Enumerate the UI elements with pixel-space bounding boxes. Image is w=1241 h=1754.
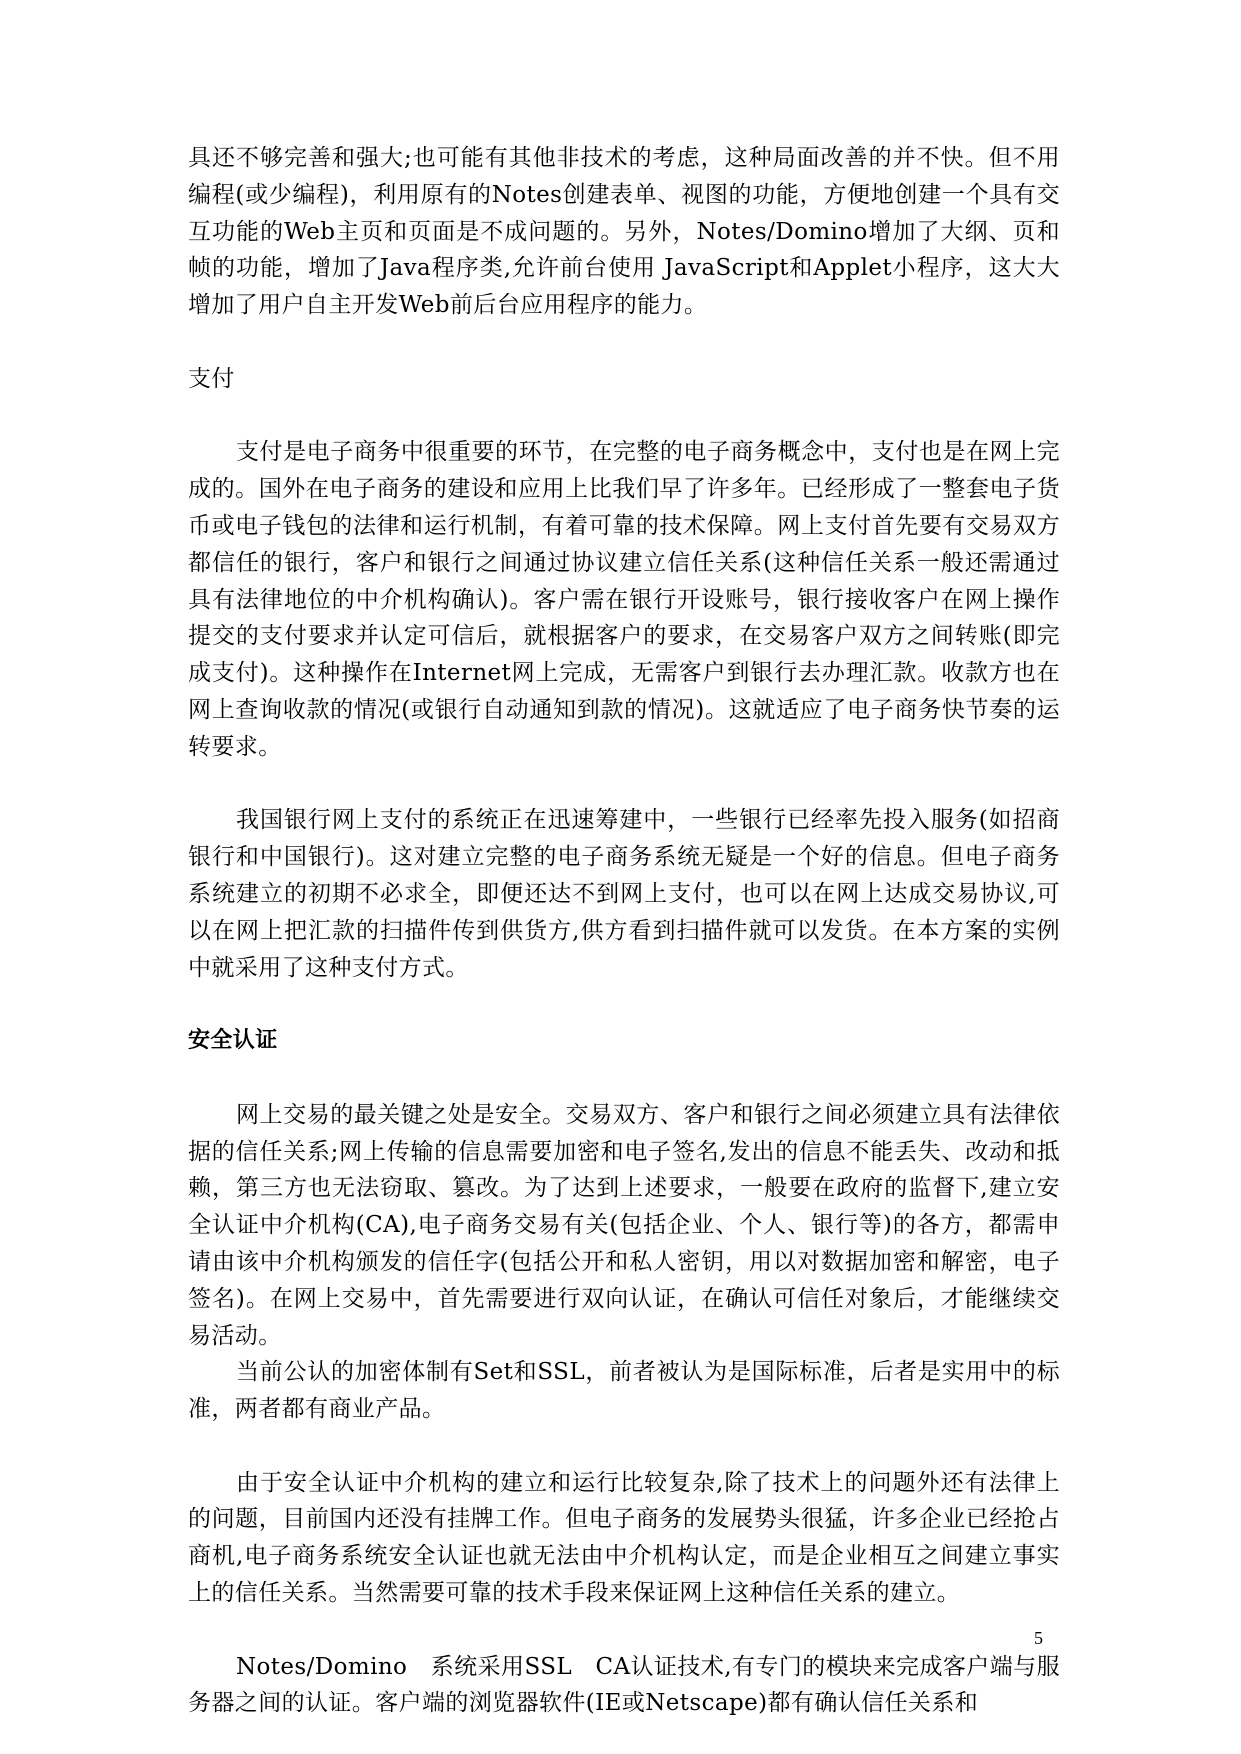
paragraph-encryption: 当前公认的加密体制有Set和SSL，前者被认为是国际标准，后者是实用中的标准，两者都有商业产品。: [188, 1359, 1060, 1423]
paragraph-payment-domestic: 我国银行网上支付的系统正在迅速筹建中，一些银行已经率先投入服务(如招商银行和中国银行)。这对建立完整的电子商务系统无疑是一个好的信息。但电子商务系统建立的初期不必求全，即便还达不到网上支付，也可以在网上达成交易协议,可以在网上把汇款的扫描件传到供货方,供方看到扫描件就可以发货。在本方案的实例中就采用了这种支付方式。: [188, 807, 1060, 981]
paragraph-notes-ssl: Notes/Domino 系统采用SSL CA认证技术,有专门的模块来完成客户端与服务器之间的认证。客户端的浏览器软件(IE或Netscape)都有确认信任关系和: [188, 1653, 1060, 1717]
paragraph-gap: [188, 398, 1060, 435]
section-heading-security: 安全认证: [188, 1028, 278, 1054]
paragraph-gap: [188, 324, 1060, 361]
paragraph-gap: [188, 986, 1060, 1023]
section-heading-payment: 支付: [188, 365, 235, 392]
paragraph-security-intro: 网上交易的最关键之处是安全。交易双方、客户和银行之间必须建立具有法律依据的信任关系;网上传输的信息需要加密和电子签名,发出的信息不能丢失、改动和抵赖，第三方也无法窃取、篡改。为了达到上述要求，一般要在政府的监督下,建立安全认证中介机构(CA),电子商务交易有关(包括企业、个人、银行等)的各方，都需申请由该中介机构颁发的信任字(包括公开和私人密钥，用以对数据加密和解密，电子签名)。在网上交易中，首先需要进行双向认证，在确认可信任对象后，才能继续交易活动。: [188, 1101, 1060, 1349]
paragraph-gap: [188, 766, 1060, 803]
paragraph-gap: [188, 1060, 1060, 1097]
paragraph-web-tools: 具还不够完善和强大;也可能有其他非技术的考虑，这种局面改善的并不快。但不用编程(或少编程)，利用原有的Notes创建表单、视图的功能，方便地创建一个具有交互功能的Web主页和页面是不成问题的。另外，Notes/Domino增加了大纲、页和帧的功能，增加了Java程序类,允许前台使用 JavaScript和Applet小程序，这大大增加了用户自主开发Web前后台应用程序的能力。: [188, 145, 1060, 319]
paragraph-ca-status: 由于安全认证中介机构的建立和运行比较复杂,除了技术上的问题外还有法律上的问题，目前国内还没有挂牌工作。但电子商务的发展势头很猛，许多企业已经抢占商机,电子商务系统安全认证也就无法由中介机构认定，而是企业相互之间建立事实上的信任关系。当然需要可靠的技术手段来保证网上这种信任关系的建立。: [188, 1469, 1060, 1607]
document-body: [188, 140, 1060, 1722]
page-number: 5: [1034, 1628, 1043, 1648]
paragraph-gap: [188, 1612, 1060, 1649]
paragraph-payment-intro: 支付是电子商务中很重要的环节，在完整的电子商务概念中，支付也是在网上完成的。国外在电子商务的建设和应用上比我们早了许多年。已经形成了一整套电子货币或电子钱包的法律和运行机制，有着可靠的技术保障。网上支付首先要有交易双方都信任的银行，客户和银行之间通过协议建立信任关系(这种信任关系一般还需通过具有法律地位的中介机构确认)。客户需在银行开设账号，银行接收客户在网上操作提交的支付要求并认定可信后，就根据客户的要求，在交易客户双方之间转账(即完成支付)。这种操作在Internet网上完成，无需客户到银行去办理汇款。收款方也在网上查询收款的情况(或银行自动通知到款的情况)。这就适应了电子商务快节奏的运转要求。: [188, 439, 1060, 760]
paragraph-gap: [188, 1428, 1060, 1465]
